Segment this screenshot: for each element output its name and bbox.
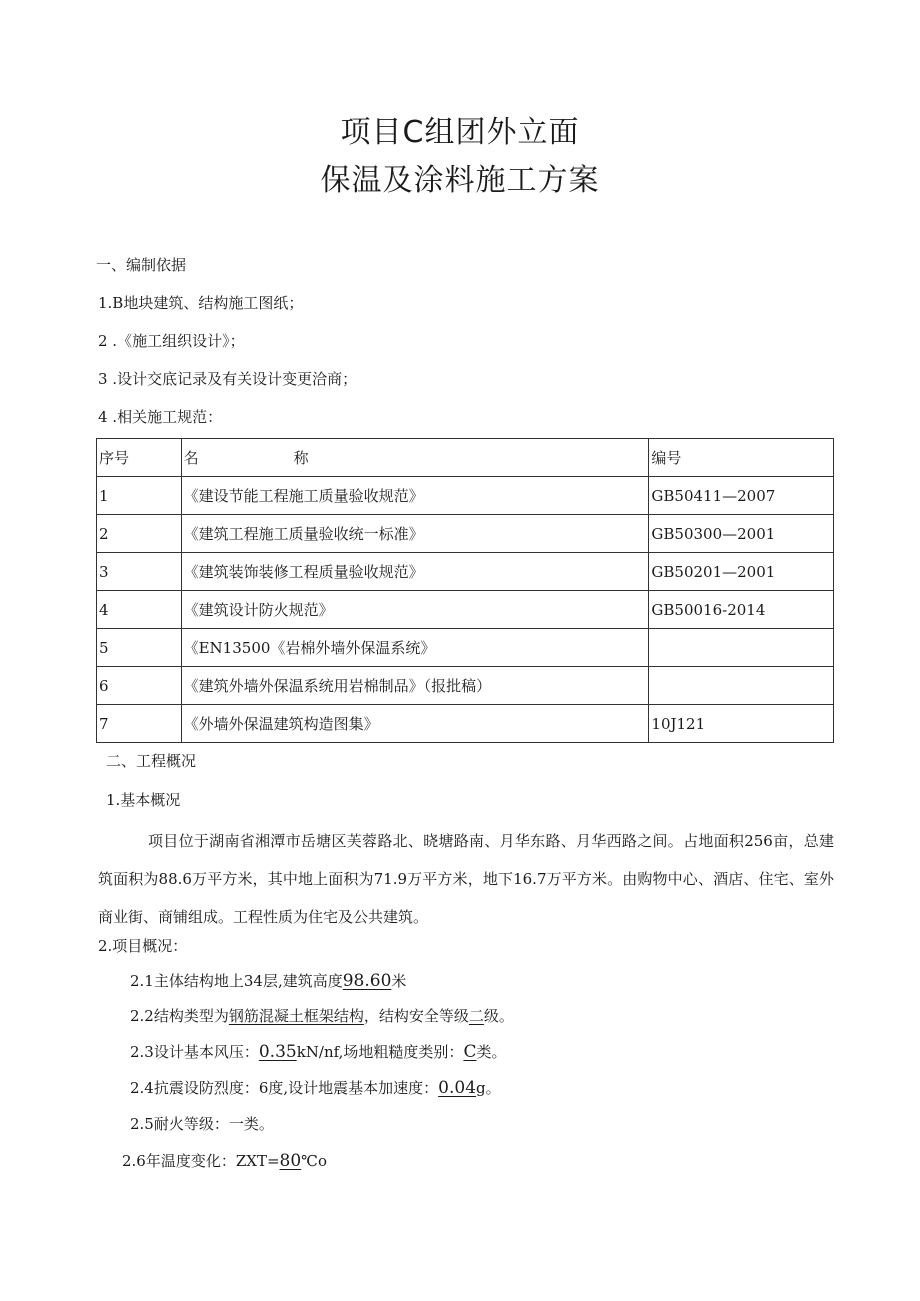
row-no: 2 [97, 515, 182, 553]
overview-2-1-unit: 米 [391, 972, 407, 990]
overview-2-2-text: 2.2结构类型为 [130, 1007, 229, 1025]
table-row [97, 705, 834, 743]
ground-acceleration-value: 0.04 [438, 1078, 477, 1098]
header-name-b: 称 [293, 449, 309, 467]
wind-pressure-value: 0.35 [258, 1042, 297, 1062]
row-no: 7 [97, 705, 182, 743]
project-description: 项目位于湖南省湘潭市岳塘区芙蓉路北、晓塘路南、月华东路、月华西路之间。占地面积256亩，总建筑面积为88.6万平方米，其中地上面积为71.9万平方米，地下16.7万平方米。由购物中心、酒店、住宅、室外商业街、商铺组成。工程性质为住宅及公共建筑。 [98, 832, 834, 926]
overview-2-4-unit: g。 [476, 1079, 501, 1097]
table-row [97, 591, 834, 629]
structure-type-value: 钢筋混凝土框架结构 [228, 1007, 364, 1025]
row-name: 《建筑工程施工质量验收统一标准》 [181, 515, 649, 553]
overview-2-2-mid: ，结构安全等级 [363, 1007, 469, 1025]
standards-table [96, 438, 834, 743]
row-no: 3 [97, 553, 182, 591]
header-code: 编号 [649, 439, 834, 477]
row-no: 6 [97, 667, 182, 705]
table-header-row [97, 439, 834, 477]
section2-heading: 二、工程概况 [106, 752, 197, 770]
row-code: 10J121 [649, 705, 834, 743]
overview-2-4-text: 2.4抗震设防烈度：6度,设计地震基本加速度： [130, 1079, 439, 1097]
building-height-value: 98.60 [342, 971, 392, 991]
row-code [649, 667, 834, 705]
overview-2-3-text: 2.3设计基本风压： [130, 1043, 259, 1061]
row-name: 《外墙外保温建筑构造图集》 [181, 705, 649, 743]
basis-item-4: 4 .相关施工规范： [98, 408, 223, 426]
row-code: GB50016-2014 [649, 591, 834, 629]
basis-item-2: 2 .《施工组织设计》； [98, 332, 245, 350]
overview-2-1 [130, 970, 406, 992]
row-name: 《建筑外墙外保温系统用岩棉制品》（报批稿） [181, 667, 649, 705]
safety-grade-value: 二 [468, 1007, 484, 1025]
table-row [97, 477, 834, 515]
row-name: 《建设节能工程施工质量验收规范》 [181, 477, 649, 515]
overview-2-6-unit: ℃o [301, 1152, 327, 1170]
table-row [97, 515, 834, 553]
overview-2-4 [130, 1077, 501, 1099]
project-overview-heading: 2.项目概况： [98, 937, 188, 955]
row-code: GB50411—2007 [649, 477, 834, 515]
overview-2-2-post: 级。 [483, 1007, 514, 1025]
table-row [97, 629, 834, 667]
overview-2-6-text: 2.6年温度变化：ZXT= [122, 1152, 280, 1170]
overview-2-3 [130, 1041, 506, 1063]
row-code: GB50201—2001 [649, 553, 834, 591]
row-name: 《建筑装饰装修工程质量验收规范》 [181, 553, 649, 591]
row-code [649, 629, 834, 667]
row-no: 4 [97, 591, 182, 629]
temperature-change-value: 80 [279, 1151, 302, 1171]
basic-overview-heading: 1.基本概况 [106, 791, 181, 809]
table-row [97, 667, 834, 705]
roughness-category-value: C [463, 1042, 477, 1062]
basis-item-1: 1.B地块建筑、结构施工图纸； [98, 294, 304, 312]
overview-2-5: 2.5耐火等级：一类。 [130, 1115, 274, 1133]
overview-2-2 [130, 1005, 514, 1027]
basis-item-3: 3 .设计交底记录及有关设计变更洽商； [98, 370, 358, 388]
overview-2-1-text: 2.1主体结构地上34层,建筑高度 [130, 972, 343, 990]
table-row [97, 553, 834, 591]
overview-2-3-post: 类。 [476, 1043, 507, 1061]
row-no: 5 [97, 629, 182, 667]
overview-2-3-mid: kN/nf,场地粗糙度类别： [296, 1043, 464, 1061]
header-name-a: 名 [183, 449, 199, 467]
row-code: GB50300—2001 [649, 515, 834, 553]
row-name: 《建筑设计防火规范》 [181, 591, 649, 629]
header-no: 序号 [97, 439, 182, 477]
overview-2-6 [122, 1150, 327, 1172]
row-name: 《EN13500《岩棉外墙外保温系统》 [181, 629, 649, 667]
section1-heading: 一、编制依据 [96, 256, 187, 274]
row-no: 1 [97, 477, 182, 515]
document-title-line2: 保温及涂料施工方案 [320, 163, 600, 198]
header-name [181, 439, 649, 477]
document-title-line1: 项目C组团外立面 [340, 115, 580, 150]
